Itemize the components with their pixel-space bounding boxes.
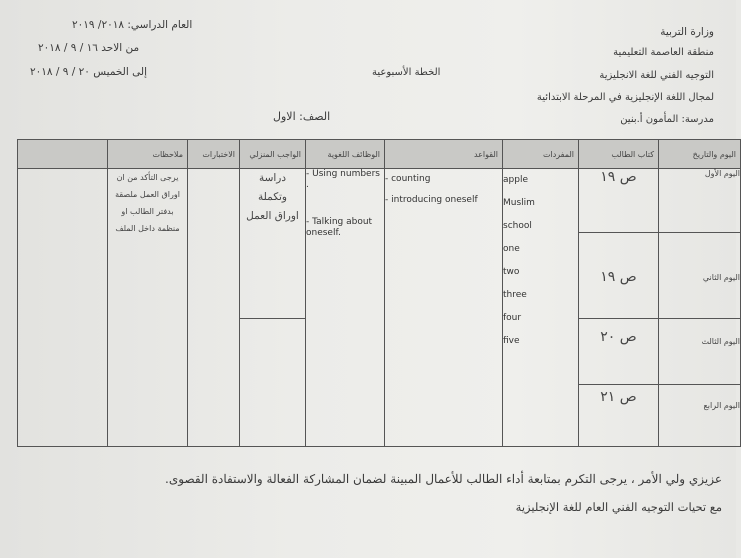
header-vocabulary: المفردات [503, 140, 579, 169]
closing-greeting: مع تحيات التوجيه الفني العام للغة الإنجليزية [515, 500, 722, 514]
vocab-item: five [503, 336, 520, 346]
weekly-plan-table [17, 139, 741, 447]
header-day-date: اليوم والتاريخ [659, 140, 741, 169]
vocab-item: two [503, 267, 520, 277]
week-start: من الاحد ١٦ / ٩ / ٢٠١٨ [38, 42, 140, 54]
homework-line: وتكملة [258, 191, 287, 203]
tests-cell [188, 169, 240, 447]
table-header-row [18, 140, 741, 169]
vocabulary-cell [503, 169, 579, 447]
vocab-item: four [503, 313, 522, 323]
parent-message: عزيزي ولي الأمر ، يرجى التكرم بمتابعة أداء الطالب للأعمال المبينة لضمان المشاركة الفعالة والاستفادة القصوى. [165, 472, 722, 486]
weekly-plan-title: الخطة الأسبوعية [372, 67, 441, 78]
language-functions-cell [306, 169, 385, 447]
header-textbook: كتاب الطالب [579, 140, 659, 169]
empty-column [18, 169, 108, 447]
grammar-item: - counting [385, 174, 431, 184]
function-item: - Using numbers . [306, 169, 380, 190]
vocab-item: apple [503, 175, 528, 185]
note-line: اوراق العمل ملصقة [115, 190, 180, 199]
week-end: إلى الخميس ٢٠ / ٩ / ٢٠١٨ [30, 66, 147, 78]
grade-label: الصف: الاول [273, 110, 331, 123]
vocab-item: one [503, 244, 520, 254]
notes-cell [108, 169, 188, 447]
homework-line: دراسة [258, 172, 287, 184]
note-line: يرجى التأكد من ان [116, 173, 179, 182]
note-line: بدفتر الطالب او [121, 207, 174, 216]
function-item: - Talking about oneself. [306, 217, 373, 238]
vocab-item: school [503, 221, 532, 231]
textbook-page: ص ١٩ [579, 233, 659, 319]
day-label: اليوم الأول [659, 169, 741, 233]
textbook-page: ص ٢١ [579, 385, 659, 447]
header-empty [18, 140, 108, 169]
textbook-page: ص ٢٠ [579, 319, 659, 385]
day-label: اليوم الثالث [659, 319, 741, 385]
homework-cell [240, 169, 306, 319]
vocab-item: three [503, 290, 527, 300]
table-row [18, 169, 741, 233]
header-language-functions: الوظائف اللغوية [306, 140, 385, 169]
note-line: منظمة داخل الملف [115, 224, 180, 233]
day-label: اليوم الثاني [659, 233, 741, 319]
homework-line: اوراق العمل [246, 210, 299, 222]
textbook-page: ص ١٩ [579, 169, 659, 233]
header-tests: الاختبارات [188, 140, 240, 169]
header-notes: ملاحظات [108, 140, 188, 169]
header-homework: الواجب المنزلي [240, 140, 306, 169]
grammar-cell [385, 169, 503, 447]
homework-empty-cell [240, 319, 306, 447]
grammar-item: - introducing oneself [385, 195, 478, 205]
primary-stage-council: لمجال اللغة الإنجليزية في المرحلة الابتدائية [536, 92, 714, 103]
educational-zone: منطقة العاصمة التعليمية [613, 47, 714, 58]
header-grammar: القواعد [385, 140, 503, 169]
school-name: مدرسة: المأمون أ.بنين [620, 114, 714, 125]
academic-year: العام الدراسي: ٢٠١٨/ ٢٠١٩ [72, 19, 193, 31]
vocab-item: Muslim [503, 198, 535, 208]
ministry-name: وزارة التربية [660, 26, 714, 38]
english-supervision: التوجيه الفني للغة الانجليزية [599, 70, 714, 81]
day-label: اليوم الرابع [659, 385, 741, 447]
